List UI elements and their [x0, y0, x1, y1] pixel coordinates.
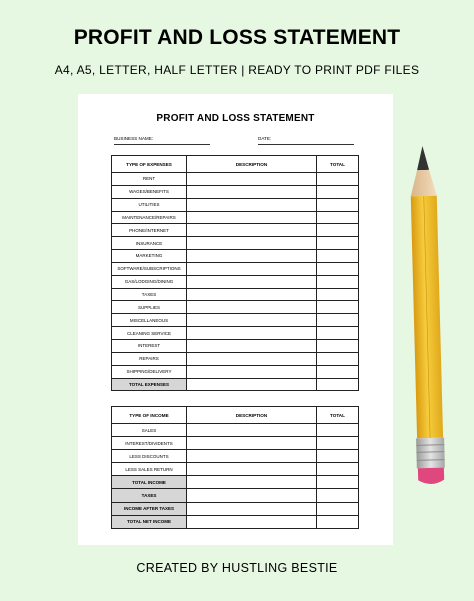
row-label: TOTAL EXPENSES: [112, 378, 187, 391]
footer-credit: CREATED BY HUSTLING BESTIE: [136, 561, 338, 575]
row-label: CLEANING SERVICE: [112, 327, 187, 340]
row-label: MARKETING: [112, 250, 187, 263]
row-label: RENT: [112, 173, 187, 186]
row-label: SUPPLIES: [112, 301, 187, 314]
income-description-header: DESCRIPTION: [187, 407, 317, 424]
row-label: SALES: [112, 424, 187, 437]
pencil-eraser: [418, 468, 444, 485]
row-label: LESS DISCOUNTS: [112, 450, 187, 463]
row-label: INSURANCE: [112, 237, 187, 250]
row-label: TOTAL NET INCOME: [112, 515, 187, 528]
pencil-wood-tip: [410, 170, 437, 197]
pencil-ferrule: [416, 438, 445, 469]
expenses-total-header: TOTAL: [317, 156, 359, 173]
business-name-label: BUSINESS NAME:: [114, 136, 154, 141]
row-label: TOTAL INCOME: [112, 476, 187, 489]
sheet-title: PROFIT AND LOSS STATEMENT: [156, 113, 315, 124]
row-label: SOFTWARE/SUBSCRIPTIONS: [112, 262, 187, 275]
row-label: PHONE/INTERNET: [112, 224, 187, 237]
row-label: MISCELLANEOUS: [112, 314, 187, 327]
page-title: PROFIT AND LOSS STATEMENT: [73, 26, 401, 49]
page-subtitle: A4, A5, LETTER, HALF LETTER | READY TO PRINT PDF FILES: [54, 63, 420, 77]
row-label: UTILITIES: [112, 198, 187, 211]
row-label: TAXES: [112, 489, 187, 502]
row-label: LESS SALES RETURN: [112, 463, 187, 476]
row-label: INCOME AFTER TAXES: [112, 502, 187, 515]
row-label: MAINTENANCE/REPAIRS: [112, 211, 187, 224]
income-total-header: TOTAL: [317, 407, 359, 424]
expenses-description-header: DESCRIPTION: [187, 156, 317, 173]
row-label: REPAIRS: [112, 352, 187, 365]
pencil-lead: [416, 146, 429, 170]
row-label: TAXES: [112, 288, 187, 301]
row-label: GAS/LODGING/DINING: [112, 275, 187, 288]
row-label: SHIPPING/DELIVERY: [112, 365, 187, 378]
row-label: INTEREST: [112, 339, 187, 352]
date-label: DATE:: [258, 136, 272, 141]
row-label: WAGES/BENEFITS: [112, 185, 187, 198]
row-label: INTEREST/DIVIDENTS: [112, 437, 187, 450]
income-type-header: TYPE OF INCOME: [112, 407, 187, 424]
expenses-type-header: TYPE OF EXPENSES: [112, 156, 187, 173]
